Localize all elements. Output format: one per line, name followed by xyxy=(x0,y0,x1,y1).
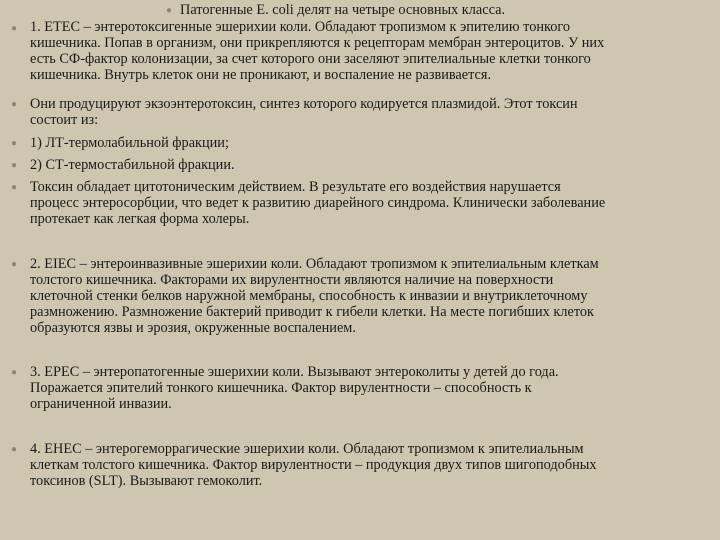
text-line: протекает как легкая форма холеры. xyxy=(30,211,250,227)
text-line: размножению. Размножение бактерий приводит к гибели клетки. На месте погибших клеток xyxy=(30,304,594,320)
text-line: 1) ЛТ-термолабильной фракции; xyxy=(30,135,229,151)
bullet-icon: ● xyxy=(11,160,18,171)
text-line: толстого кишечника. Факторами их вирулентности являются наличие на поверхности xyxy=(30,272,554,288)
text-line: клеткам толстого кишечника. Фактор вирулентности – продукция двух типов шигоподобных xyxy=(30,457,597,473)
text-line: Они продуцируют экзоэнтеротоксин, синтез которого кодируется плазмидой. Этот токсин xyxy=(30,96,578,112)
paragraph-etec xyxy=(30,19,604,83)
paragraph-toxin xyxy=(30,96,578,128)
text-line: кишечника. Внутрь клеток они не проникают, и воспаление не развивается. xyxy=(30,67,492,83)
text-line: процесс энтеросорбции, что ведет к развитию диарейного синдрома. Клинически заболевание xyxy=(30,195,606,211)
text-line: есть СФ-фактор колонизации, за счет которого они заселяют эпителиальные клетки тонкого xyxy=(30,51,591,67)
text-line: Поражается эпителий тонкого кишечника. Фактор вирулентности – способность к xyxy=(30,380,532,396)
bullet-icon: ● xyxy=(166,5,173,16)
text-line: 2) СТ-термостабильной фракции. xyxy=(30,157,235,173)
paragraph-eiec xyxy=(30,256,599,336)
text-line: токсинов (SLT). Вызывают гемоколит. xyxy=(30,473,263,489)
bullet-icon: ● xyxy=(11,138,18,149)
text-line: 3. EPEC – энтеропатогенные эшерихии коли. Вызывают энтероколиты у детей до года. xyxy=(30,364,559,380)
bullet-icon: ● xyxy=(11,99,18,110)
text-line: Патогенные E. coli делят на четыре основных класса. xyxy=(180,2,506,18)
paragraph-cytotonic xyxy=(30,179,605,227)
text-line: образуются язвы и эрозия, окруженные воспалением. xyxy=(30,320,356,336)
text-line: кишечника. Попав в организм, они прикрепляются к рецепторам мембран энтероцитов. У них xyxy=(30,35,605,51)
text-line: 2. EIEC – энтероинвазивные эшерихии коли. Обладают тропизмом к эпителиальным клеткам xyxy=(30,256,599,272)
text-line: 1. ETEC – энтеротоксигенные эшерихии коли. Обладают тропизмом к эпителию тонкого xyxy=(30,19,571,35)
paragraph-epec xyxy=(30,364,559,412)
bullet-icon: ● xyxy=(11,182,18,193)
text-line: Токсин обладает цитотоническим действием. В результате его воздействия нарушается xyxy=(30,179,561,195)
text-line: ограниченной инвазии. xyxy=(30,396,172,412)
bullet-icon: ● xyxy=(11,367,18,378)
text-line: клеточной стенки белков наружной мембраны, способность к инвазии и внутриклеточному xyxy=(30,288,588,304)
bullet-icon: ● xyxy=(11,444,18,455)
text-line: состоит из: xyxy=(30,112,99,128)
paragraph-intro xyxy=(180,2,505,18)
paragraph-ehec xyxy=(30,441,597,489)
paragraph-lt xyxy=(30,135,229,151)
paragraph-st xyxy=(30,157,235,173)
bullet-icon: ● xyxy=(11,259,18,270)
text-line: 4. EHEC – энтерогеморрагические эшерихии коли. Обладают тропизмом к эпителиальным xyxy=(30,441,584,457)
bullet-icon: ● xyxy=(11,23,18,34)
